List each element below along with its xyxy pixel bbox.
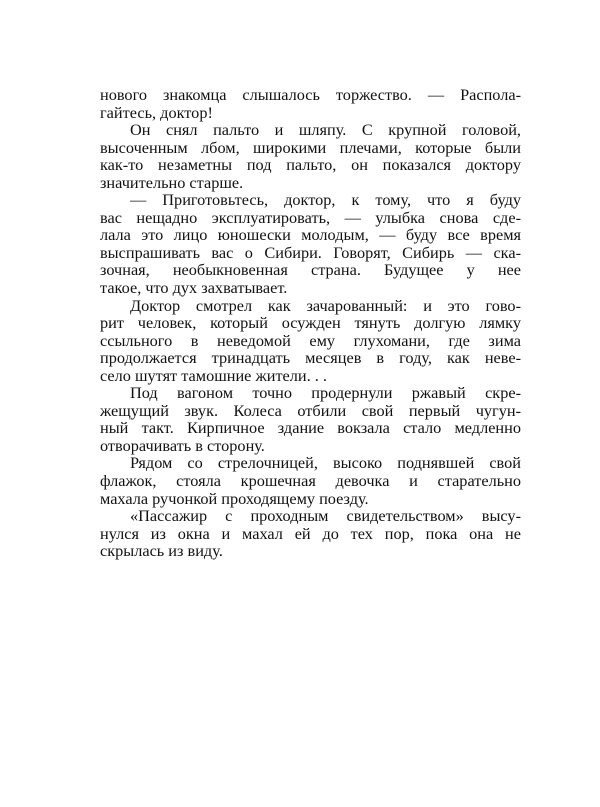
text-line: выспрашивать вас о Сибири. Говорят, Сибирь — ска- bbox=[100, 242, 521, 262]
text-line: продолжается тринадцать месяцев в году, как неве- bbox=[100, 348, 521, 368]
text-line: зочная, необыкновенная страна. Будущее у нее bbox=[100, 260, 521, 280]
text-line: высоченным лбом, широкими плечами, которые были bbox=[100, 137, 521, 157]
text-line: жещущий звук. Колеса отбили свой первый чугун- bbox=[100, 400, 521, 420]
text-line: Под вагоном точно продернули ржавый скре- bbox=[130, 383, 521, 403]
text-line: вас нещадно эксплуатировать, — улыбка снова сде- bbox=[100, 207, 521, 227]
text-line: Он снял пальто и шляпу. С крупной головой, bbox=[130, 120, 521, 140]
text-line: флажок, стояла крошечная девочка и старательно bbox=[100, 471, 521, 491]
text-line: такое, что дух захватывает. bbox=[100, 278, 288, 298]
text-line: нулся из окна и махал ей до тех пор, пока она не bbox=[100, 523, 521, 543]
text-line: нового знакомца слышалось торжество. — Распола- bbox=[100, 85, 521, 104]
text-line: ссыльного в неведомой ему глухомани, где зима bbox=[100, 330, 521, 350]
text-line: значительно старше. bbox=[100, 172, 244, 192]
text-line: «Пассажир с проходным свидетельством» высу- bbox=[130, 506, 521, 526]
text-line: село шутят тамошние жители. . . bbox=[100, 365, 327, 385]
text-line: лала это лицо юношески молодым, — буду все время bbox=[100, 225, 521, 245]
text-line: рит человек, который осужден тянуть долгую лямку bbox=[100, 313, 521, 333]
text-line: Доктор смотрел как зачарованный: и это гово- bbox=[130, 295, 521, 315]
text-line: как-то незаметны под пальто, он показался доктору bbox=[100, 155, 521, 175]
text-line: отворачивать в сторону. bbox=[100, 435, 265, 455]
text-line: Рядом со стрелочницей, высоко поднявшей свой bbox=[130, 453, 521, 473]
text-line: махала ручонкой проходящему поезду. bbox=[100, 488, 369, 508]
book-page-text bbox=[100, 86, 521, 560]
text-line: — Приготовьтесь, доктор, к тому, что я буду bbox=[130, 190, 521, 210]
text-line: ный такт. Кирпичное здание вокзала стало медленно bbox=[100, 418, 521, 438]
text-line: скрылась из виду. bbox=[100, 541, 223, 561]
text-line: гайтесь, доктор! bbox=[100, 102, 213, 122]
